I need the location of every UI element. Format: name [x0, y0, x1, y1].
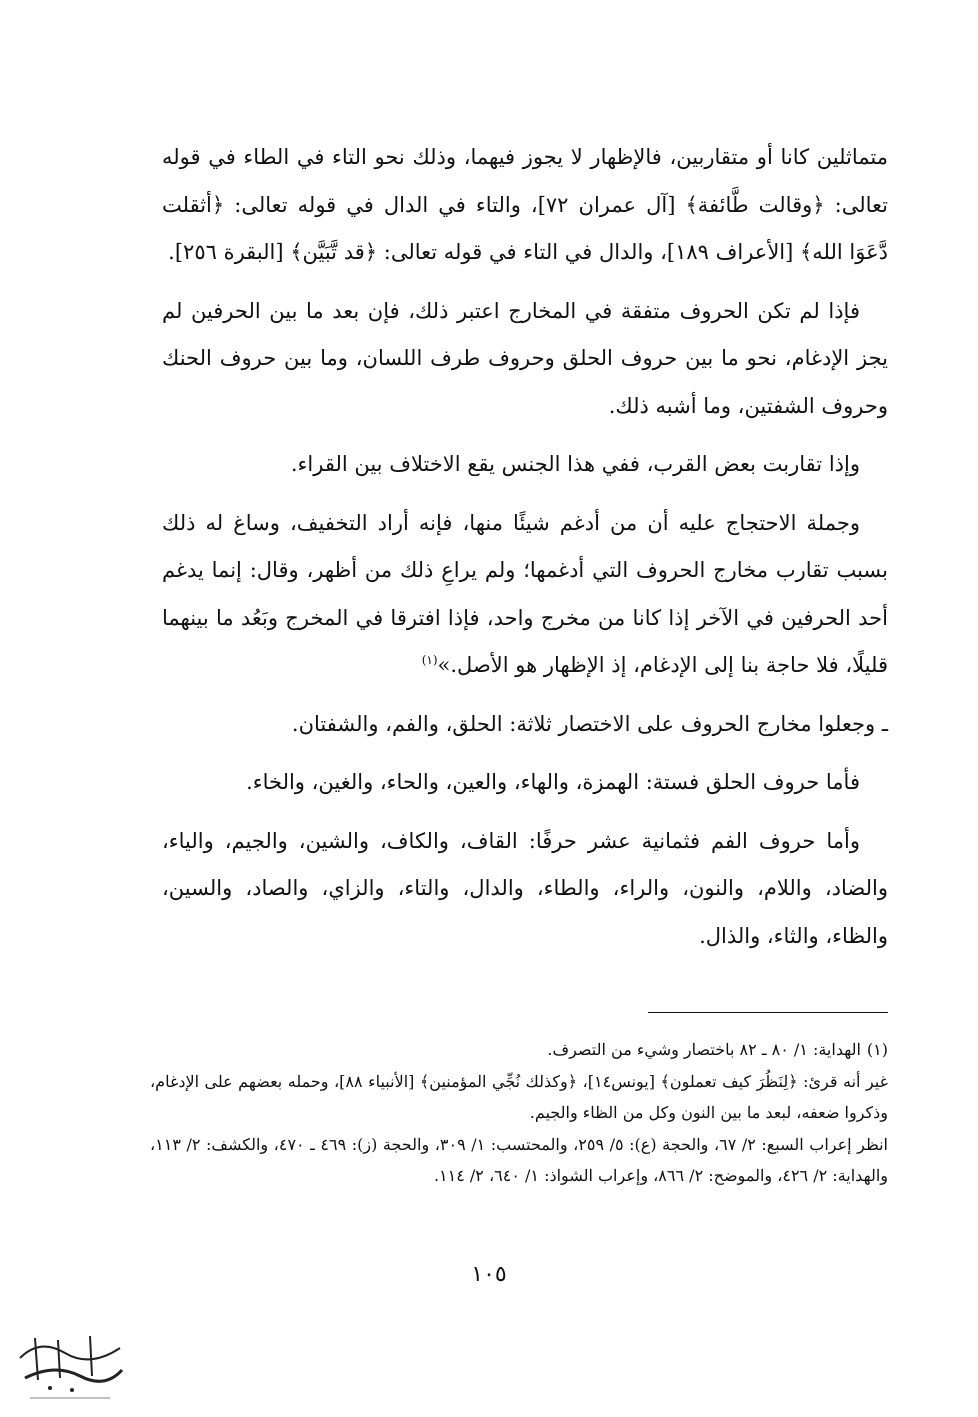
watermark-logo	[10, 1318, 130, 1408]
footnote-line-3: انظر إعراب السبع: ٢/ ٦٧، والحجة (ع): ٥/ ٢٥٩، والمحتسب: ١/ ٣٠٩، والحجة (ز): ٤٦٩ ـ ٤٧٠، والكشف: ٢/ ١١٣، والهداية: ٢/ ٤٢٦، والموضح: ٢/ ٨٦٦، وإعراب الشواذ: ١/ ٦٤٠، ٢/ ١١٤.	[150, 1134, 888, 1185]
footnote-1	[150, 1034, 888, 1066]
footnotes	[150, 1034, 888, 1192]
paragraph-3: وإذا تقاربت بعض القرب، ففي هذا الجنس يقع الاختلاف بين القراء.	[290, 452, 860, 476]
paragraph-7: وأما حروف الفم فثمانية عشر حرفًا: القاف، والكاف، والشين، والجيم، والياء، والضاد، واللام، والنون، والراء، والطاء، والدال، والتاء، والزاي، والصاد، والسين، والظاء، والثاء، والذال.	[162, 828, 888, 948]
paragraph-5: ـ وجعلوا مخارج الحروف على الاختصار ثلاثة: الحلق، والفم، والشفتان.	[291, 711, 888, 736]
page-number: ١٠٥	[471, 1262, 507, 1287]
paragraph-2: فإذا لم تكن الحروف متفقة في المخارج اعتبر ذلك، فإن بعد ما بين الحرفين لم يجز الإدغام، نحو ما بين حروف الحلق وحروف طرف اللسان، وما بين حروف الحنك وحروف الشفتين، وما أشبه ذلك.	[162, 298, 888, 418]
main-text	[162, 134, 888, 971]
footnote-divider	[648, 1012, 888, 1013]
paragraph-4-text: وجملة الاحتجاج عليه أن من أدغم شيئًا منها، فإنه أراد التخفيف، وساغ له ذلك بسبب تقارب مخارج الحروف التي أدغمها؛ ولم يراعِ ذلك من أظهر، وقال: إنما يدغم أحد الحرفين في الآخر إذا كانا من مخرج واحد، فإذا افترقا في المخرج وبَعُد ما بينهما قليلًا، فلا حاجة بنا إلى الإدغام، إذ الإظهار هو الأصل.»	[162, 510, 888, 677]
footnote-reference[interactable]: (١)	[421, 653, 438, 667]
footnote-line-2: غير أنه قرئ: ﴿لِنَظُرَ كيف تعملون﴾ [يونس١٤]، ﴿وكذلك نُجِّي المؤمنين﴾ [الأنبياء ٨٨]، وحمله بعضهم على الإدغام، وذكروا ضعفه، لبعد ما بين النون وكل من الظاء والجيم.	[150, 1071, 889, 1122]
paragraph-4	[162, 500, 888, 690]
paragraph-1: متماثلين كانا أو متقاربين، فالإظهار لا يجوز فيهما، وذلك نحو التاء في الطاء في قوله تعالى: ﴿وقالت طَّائفة﴾ [آل عمران ٧٢]، والتاء في الدال في قوله تعالى: ﴿أثقلت دَّعَوَا الله﴾ [الأعراف ١٨٩]، والدال في التاء في قوله تعالى: ﴿قد تَّبَيَّن﴾ [البقرة ٢٥٦].	[162, 145, 888, 264]
paragraph-6: فأما حروف الحلق فستة: الهمزة، والهاء، والعين، والحاء، والغين، والخاء.	[246, 770, 860, 794]
footnote-number: (١)	[866, 1040, 888, 1059]
footnote-line-1: الهداية: ١/ ٨٠ ـ ٨٢ باختصار وشيء من التصرف.	[547, 1040, 861, 1059]
